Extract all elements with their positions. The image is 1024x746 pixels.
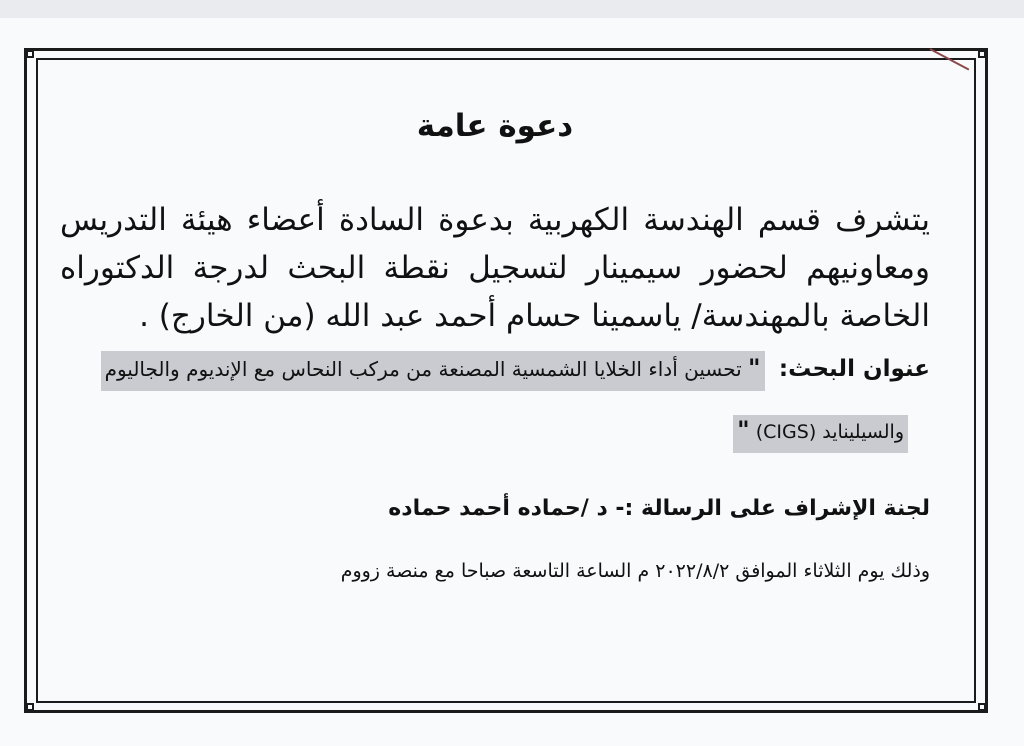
corner-ornament	[26, 703, 34, 711]
thesis-highlight	[733, 415, 908, 453]
document-title: دعوة عامة	[416, 108, 574, 144]
quote-open: "	[748, 354, 761, 382]
thesis-highlight	[101, 351, 765, 391]
thesis-text-1: تحسين أداء الخلايا الشمسية المصنعة من مركب النحاس مع الإنديوم والجاليوم	[104, 357, 742, 381]
quote-close: "	[737, 416, 750, 444]
corner-ornament	[978, 50, 986, 58]
thesis-title-line-1	[101, 354, 930, 382]
corner-ornament	[26, 50, 34, 58]
invitation-content	[60, 0, 930, 746]
thesis-text-2: والسيليناید (CIGS)	[755, 421, 904, 443]
thesis-label: عنوان البحث:	[778, 356, 930, 382]
event-datetime: وذلك يوم الثلاثاء الموافق ٢٠٢٢/٨/٢ م الساعة التاسعة صباحا مع منصة زووم	[340, 560, 930, 582]
corner-ornament	[978, 703, 986, 711]
supervision-committee: لجنة الإشراف على الرسالة :- د /حماده أحمد حماده	[388, 496, 930, 521]
invitation-paragraph: يتشرف قسم الهندسة الكهربية بدعوة السادة أعضاء هيئة التدريس ومعاونيهم لحضور سيمينار لتسجيل نقطة البحث لدرجة الدكتوراه الخاصة بالمهندسة/ ياسمينا حسام أحمد عبد الله (من الخارج) .	[60, 202, 930, 334]
thesis-title-line-2	[733, 416, 908, 444]
